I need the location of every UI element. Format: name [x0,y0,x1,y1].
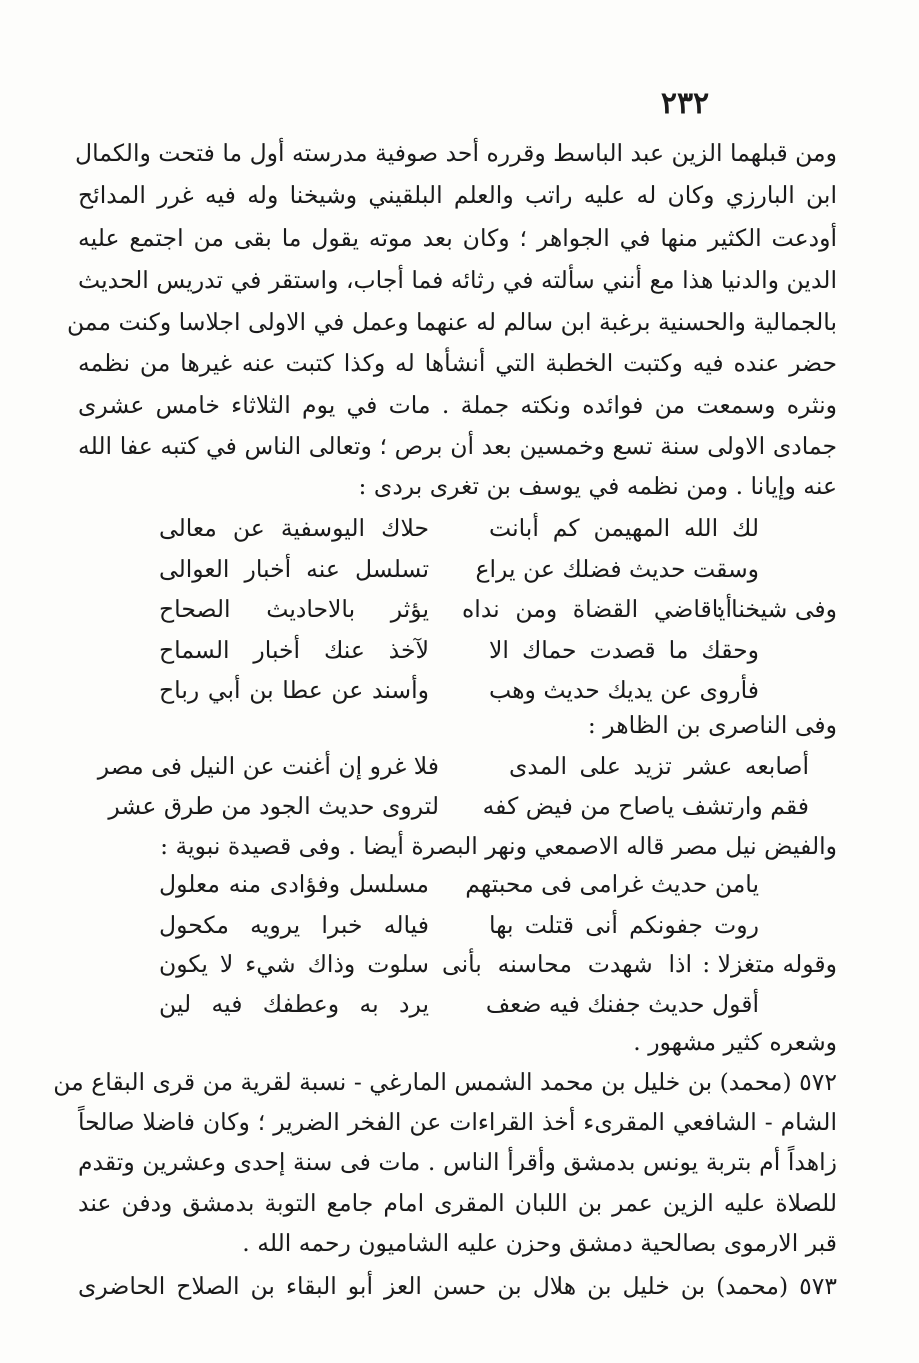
verse-first-hemistich: لك الله المهيمن كم أبانت [489,514,759,542]
verse-intro: وقوله متغزلا : [702,950,837,978]
verse-first-hemistich: أصابعه عشر تزيد على المدى [509,752,809,780]
verse-first-hemistich: أقول حديث جفنك فيه ضعف [485,990,759,1018]
verse-line [159,630,759,670]
verse-second-hemistich: سلوت وذاك شيء لا يكون [159,950,429,978]
prose-line: حضر عنده فيه وكتبت الخطبة التي أنشأها له وكذا كتبت عنه غيرها من نظمه [78,349,837,377]
verse-second-hemistich: لتروى حديث الجود من طرق عشر [108,792,439,820]
prose-line: ومن قبلهما الزين عبد الباسط وقرره أحد صوفية مدرسته أول ما فتحت والكمال [75,139,837,167]
prose-line: والفيض نيل مصر قاله الاصمعي ونهر البصرة أيضا . وفى قصيدة نبوية : [160,832,837,860]
verse-first-hemistich: فأروى عن يديك حديث وهب [489,676,759,704]
entry-line: ٥٧٢ (محمد) بن خليل بن محمد الشمس المارغي - نسبة لقرية من قرى البقاع من [53,1068,837,1096]
entry-line: زاهداً أم بتربة يونس بدمشق وأقرأ الناس . مات فى سنة إحدى وعشرين وتقدم [78,1148,837,1176]
verse-line [97,746,809,786]
entry-line: ٥٧٣ (محمد) بن خليل بن هلال بن حسن العز أبو البقاء بن الصلاح الحاضرى [78,1272,837,1300]
verse-intro: وفى الناصرى بن الظاهر : [587,711,837,739]
prose-line: أودعت الكثير منها في الجواهر ؛ وكان بعد موته يقول ما بقى من اجتمع عليه [78,224,837,252]
verse-second-hemistich: حلاك اليوسفية عن معالى [159,514,429,542]
prose-line: ابن البارزي وكان له عليه راتب والعلم البلقيني وشيخنا وله فيه غرر المدائح [78,181,837,209]
verse-line [159,589,837,629]
verse-first-hemistich: وسقت حديث فضلك عن يراع [475,555,759,583]
verse-second-hemistich: لآخذ عنك أخبار السماح [159,636,429,664]
verse-first-hemistich: اذا شهدت محاسنه بأنى [442,950,692,978]
verse-first-hemistich: وحقك ما قصدت حماك الا [489,636,759,664]
verse-second-hemistich: يرد به وعطفك فيه لين [159,990,429,1018]
page-number: ٢٣٢ [660,86,710,121]
verse-first-hemistich: فقم وارتشف ياصاح من فيض كفه [482,792,809,820]
verse-line [109,786,809,826]
verse-first-hemistich: روت جفونكم أنى قتلت بها [489,911,759,939]
verse-second-hemistich: وأسند عن عطا بن أبي رباح [159,676,429,704]
prose-line: عنه وإيانا . ومن نظمه في يوسف بن تغرى بردى : [358,472,837,500]
verse-line [159,905,759,945]
prose-line: بالجمالية والحسنية برغبة ابن سالم له عنهما وعمل في الاولى اجلاسا وكنت ممن [66,308,837,336]
entry-line: الشام - الشافعي المقرىء أخذ القراءات عن الفخر الضرير ؛ وكان فاضلا صالحاً [78,1108,837,1136]
prose-line: وشعره كثير مشهور . [633,1028,837,1056]
prose-line: الدين والدنيا هذا مع أنني سألته في رثائه فما أجاب، واستقر في تدريس الحديث [78,266,837,294]
verse-line [159,670,759,710]
entry-line: قبر الارموى بصالحية دمشق وحزن عليه الشاميون رحمه الله . [242,1229,837,1257]
verse-second-hemistich: مسلسل وفؤادى منه معلول [159,870,429,898]
verse-second-hemistich: يؤثر بالاحاديث الصحاح [159,595,429,623]
entry-line: للصلاة عليه الزين عمر بن اللبان المقرى امام جامع التوبة بدمشق ودفن عند [78,1189,837,1217]
verse-first-hemistich: أياقاضي القضاة ومن نداه [462,595,732,623]
verse-second-hemistich: فياله خبرا يرويه مكحول [159,911,429,939]
verse-second-hemistich: فلا غرو إن أغنت عن النيل فى مصر [97,752,439,780]
verse-line [159,944,837,984]
prose-line: ونثره وسمعت من فوائده ونكته جملة . مات في يوم الثلاثاء خامس عشرى [78,391,837,419]
verse-line [159,549,759,589]
verse-second-hemistich: تسلسل عنه أخبار العوالى [159,555,429,583]
verse-intro: وفى شيخنا : [715,595,837,623]
verse-line [159,984,759,1024]
verse-line [159,864,759,904]
verse-line [159,508,759,548]
verse-first-hemistich: يامن حديث غرامى فى محبتهم [465,870,759,898]
prose-line: جمادى الاولى سنة تسع وخمسين بعد أن برص ؛ وتعالى الناس في كتبه عفا الله [78,432,837,460]
